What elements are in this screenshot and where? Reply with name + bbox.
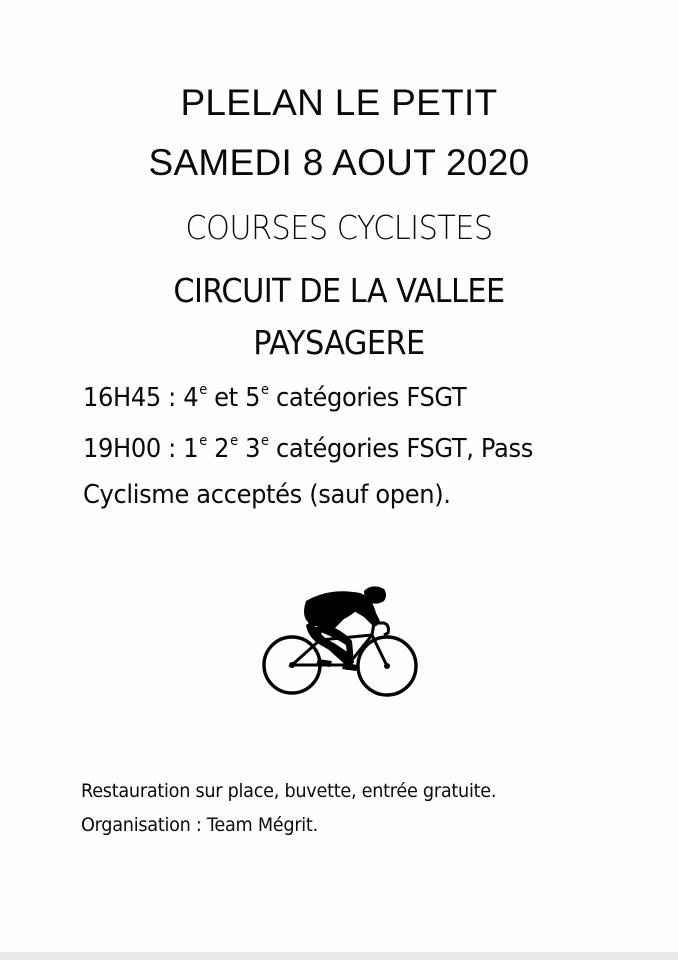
race2-rest: catégories FSGT, Pass — [268, 434, 533, 464]
circuit-name-line1: CIRCUIT DE LA VALLEE — [173, 271, 505, 310]
race1-sup2: e — [261, 382, 269, 398]
race2-mid1: 2 — [206, 434, 230, 464]
town-title: PLELAN LE PETIT — [180, 82, 498, 123]
cyclist-icon — [260, 585, 420, 700]
race2-sup1: e — [199, 433, 207, 449]
schedule-race-1 — [83, 382, 467, 413]
page-bottom-edge — [0, 952, 678, 960]
event-date: SAMEDI 8 AOUT 2020 — [148, 142, 530, 183]
event-type: COURSES CYCLISTES — [185, 208, 493, 247]
race2-sup2: e — [230, 433, 238, 449]
race2-time: 19H00 : 1 — [83, 434, 199, 464]
race1-sup1: e — [199, 382, 207, 398]
schedule-race-2 — [83, 433, 533, 464]
race1-time: 16H45 : 4 — [83, 383, 199, 413]
circuit-name-line2: PAYSAGERE — [253, 323, 425, 362]
race1-mid: et 5 — [206, 383, 261, 413]
race2-sup3: e — [261, 433, 269, 449]
schedule-race-2-line2: Cyclisme acceptés (sauf open). — [83, 480, 451, 510]
footer-info: Restauration sur place, buvette, entrée gratuite. — [81, 780, 497, 802]
race2-mid2: 3 — [237, 434, 261, 464]
race1-rest: catégories FSGT — [268, 383, 467, 413]
footer-organizer: Organisation : Team Mégrit. — [81, 814, 318, 836]
